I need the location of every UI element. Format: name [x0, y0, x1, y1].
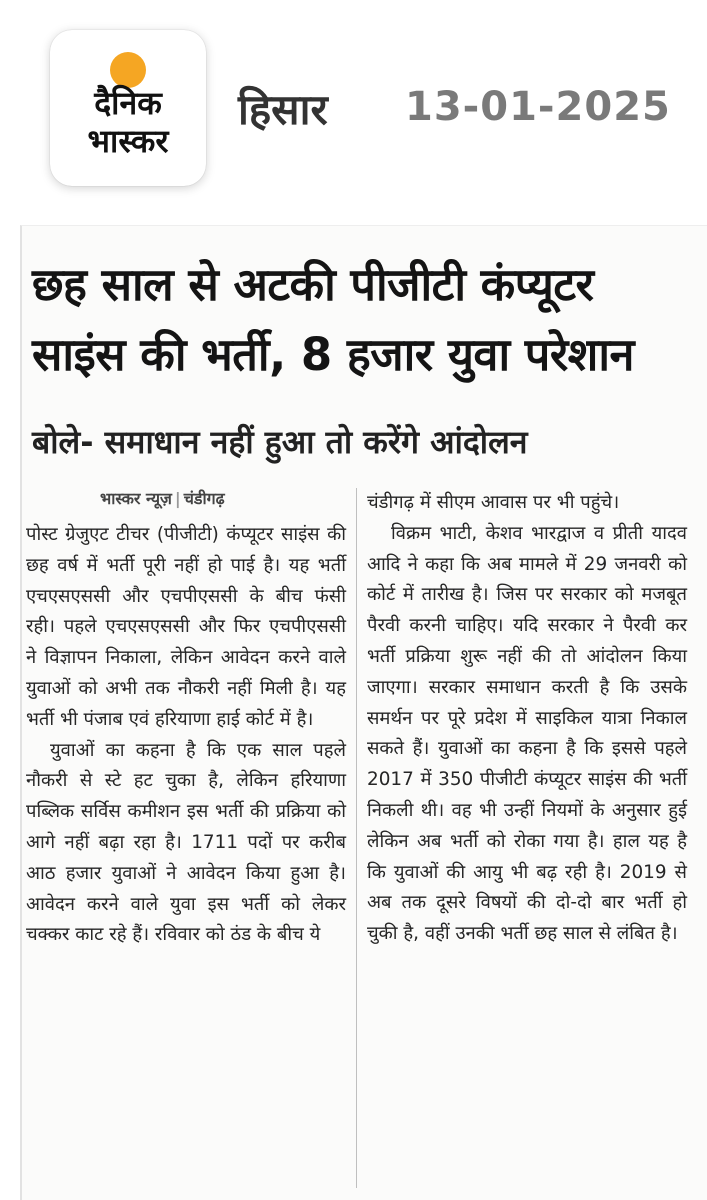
article-subhead: बोले- समाधान नहीं हुआ तो करेंगे आंदोलन	[32, 423, 528, 461]
column-divider	[356, 488, 357, 1188]
article-column-left	[26, 488, 346, 951]
byline-location: चंडीगढ़	[183, 489, 225, 508]
paragraph: युवाओं का कहना है कि एक साल पहले नौकरी से स्टे हट चुका है, लेकिन हरियाणा पब्लिक सर्विस कमीशन इस भर्ती की प्रक्रिया को आगे नहीं बढ़ा रहा है। 1711 पदों पर करीब आठ हजार युवाओं ने आवेदन किया हुआ है। आवेदन करने वाले युवा इस भर्ती को लेकर चक्कर काट रहे हैं। रविवार को ठंड के बीच ये	[26, 739, 346, 946]
paragraph: विक्रम भाटी, केशव भारद्वाज व प्रीती यादव आदि ने कहा कि अब मामले में 29 जनवरी को कोर्ट में तारीख है। जिस पर सरकार को मजबूत पैरवी करनी चाहिए। यदि सरकार ने पैरवी कर भर्ती प्रक्रिया शुरू नहीं की तो आंदोलन किया जाएगा। सरकार समाधान करती है कि उसके समर्थन पर पूरे प्रदेश में साइकिल यात्रा निकाल सकते हैं। युवाओं का कहना है कि इससे पहले 2017 में 350 पीजीटी कंप्यूटर साइंस की भर्ती निकली थी। वह भी उन्हीं नियमों के अनुसार हुई लेकिन अब भर्ती को रोका गया है। हाल यह है कि युवाओं की आयु भी बढ़ रही है। 2019 से अब तक दूसरे विषयों की दो-दो बार भर्ती हो चुकी है, वहीं उनकी भर्ती छह साल से लंबित है।	[367, 522, 687, 945]
byline-separator: |	[174, 489, 181, 508]
byline-source: भास्कर न्यूज़	[100, 489, 172, 508]
article-column-right	[367, 488, 687, 950]
edition-city: हिसार	[238, 85, 328, 134]
dainik-bhaskar-logo[interactable]	[50, 30, 206, 186]
paragraph: चंडीगढ़ में सीएम आवास पर भी पहुंचे।	[367, 492, 620, 513]
newspaper-clipping	[20, 225, 707, 1200]
header	[0, 0, 707, 200]
logo-line-2: भास्कर	[87, 122, 169, 160]
sun-logo-icon	[110, 52, 146, 88]
logo-line-1: दैनिक	[94, 84, 162, 122]
edition-date: 13-01-2025	[405, 84, 671, 130]
byline	[26, 488, 346, 510]
paragraph: पोस्ट ग्रेजुएट टीचर (पीजीटी) कंप्यूटर साइंस की छह वर्ष में भर्ती पूरी नहीं हो पाई है। यह भर्ती एचएसएससी और एचपीएससी के बीच फंसी रही। पहले एचएसएससी और फिर एचपीएससी ने विज्ञापन निकाला, लेकिन आवेदन करने वाले युवाओं को अभी तक नौकरी नहीं मिली है। यह भर्ती भी पंजाब एवं हरियाणा हाई कोर्ट में है।	[26, 524, 346, 730]
article-headline: छह साल से अटकी पीजीटी कंप्यूटर साइंस की भर्ती, 8 हजार युवा परेशान	[32, 258, 634, 381]
